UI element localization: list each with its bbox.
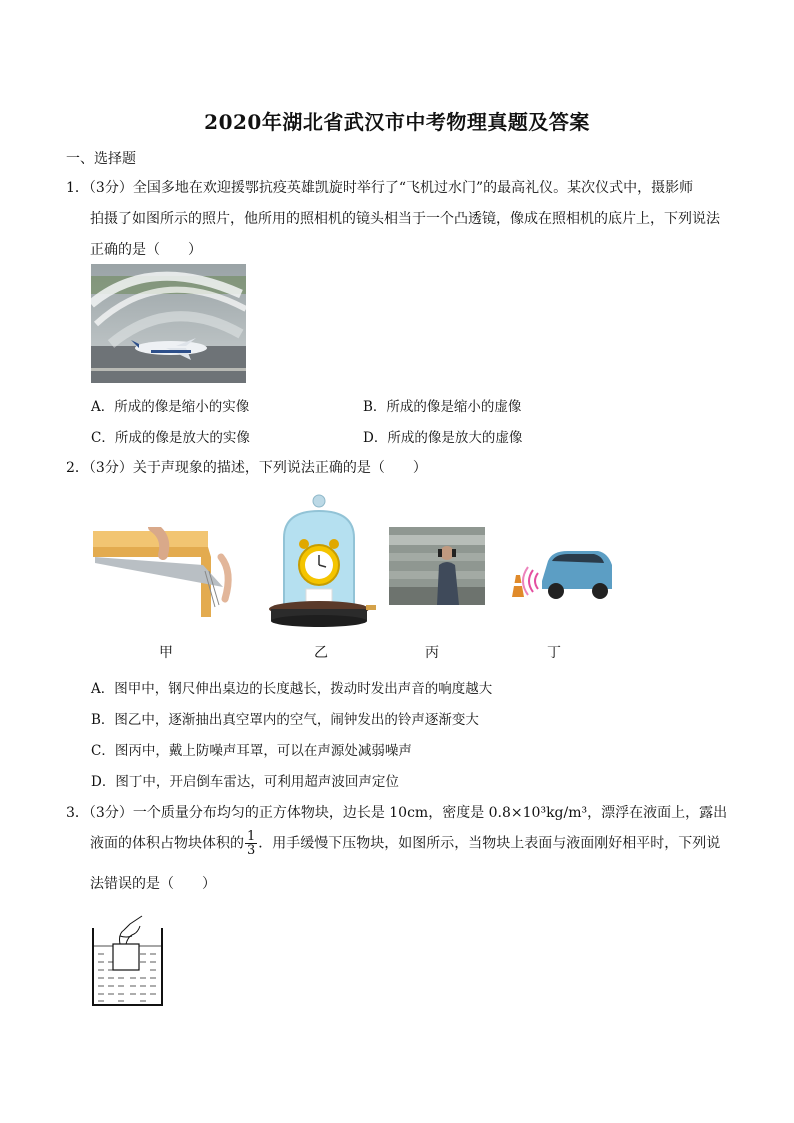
q3-line2-suffix: ．用手缓慢下压物块，如图所示，当物块上表面与液面刚好相平时，下列说: [258, 835, 721, 852]
q1-option-b: B．所成的像是缩小的虚像: [363, 399, 522, 415]
ruler-on-table-figure: [93, 527, 243, 622]
q3-line2: [90, 830, 720, 857]
q1-line3: 正确的是（ ）: [90, 242, 202, 258]
q1-line2: 拍摄了如图所示的照片，他所用的照相机的镜头相当于一个凸透镜，像成在照相机的底片上，下列说法: [90, 211, 720, 227]
figure-label-yi: 乙: [314, 645, 328, 661]
page-title: 2020年湖北省武汉市中考物理真题及答案: [204, 110, 590, 134]
q3-line1: 3．（3分）一个质量分布均匀的正方体物块，边长是 10cm，密度是 0.8×10³kg/m³，漂浮在液面上，露出: [66, 805, 728, 821]
figure-label-jia: 甲: [159, 645, 173, 661]
q1-line1: 1．（3分）全国多地在欢迎援鄂抗疫英雄凯旋时举行了“飞机过水门”的最高礼仪。某次仪式中，摄影师: [66, 180, 694, 196]
section-heading: 一、选择题: [66, 151, 136, 167]
q3-fraction: [245, 830, 257, 857]
car-reversing-radar-figure: [508, 545, 614, 605]
bell-jar-clock-figure: [266, 493, 376, 631]
q2-line1: 2．（3分）关于声现象的描述，下列说法正确的是（ ）: [66, 460, 427, 476]
block-in-liquid-figure: [90, 906, 165, 1008]
q2-option-d: D．图丁中，开启倒车雷达，可利用超声波回声定位: [91, 774, 399, 790]
q3-fraction-denominator: 3: [247, 843, 256, 858]
figure-label-ding: 丁: [547, 645, 561, 661]
q3-fraction-numerator: 1: [247, 829, 256, 844]
q1-option-a: A．所成的像是缩小的实像: [91, 399, 250, 415]
figure-label-bing: 丙: [425, 645, 439, 661]
q2-option-c: C．图丙中，戴上防噪声耳罩，可以在声源处减弱噪声: [91, 743, 412, 759]
factory-worker-earmuffs-photo: [389, 527, 485, 605]
q1-option-c: C．所成的像是放大的实像: [91, 430, 250, 446]
q3-line3: 法错误的是（ ）: [90, 876, 216, 892]
q2-option-b: B．图乙中，逐渐抽出真空罩内的空气，闹钟发出的铃声逐渐变大: [91, 712, 479, 728]
q3-line2-prefix: 液面的体积占物块体积的: [90, 835, 244, 852]
q1-option-d: D．所成的像是放大的虚像: [363, 430, 523, 446]
airplane-water-gate-photo: [91, 264, 246, 383]
q2-option-a: A．图甲中，钢尺伸出桌边的长度越长，拨动时发出声音的响度越大: [91, 681, 493, 697]
